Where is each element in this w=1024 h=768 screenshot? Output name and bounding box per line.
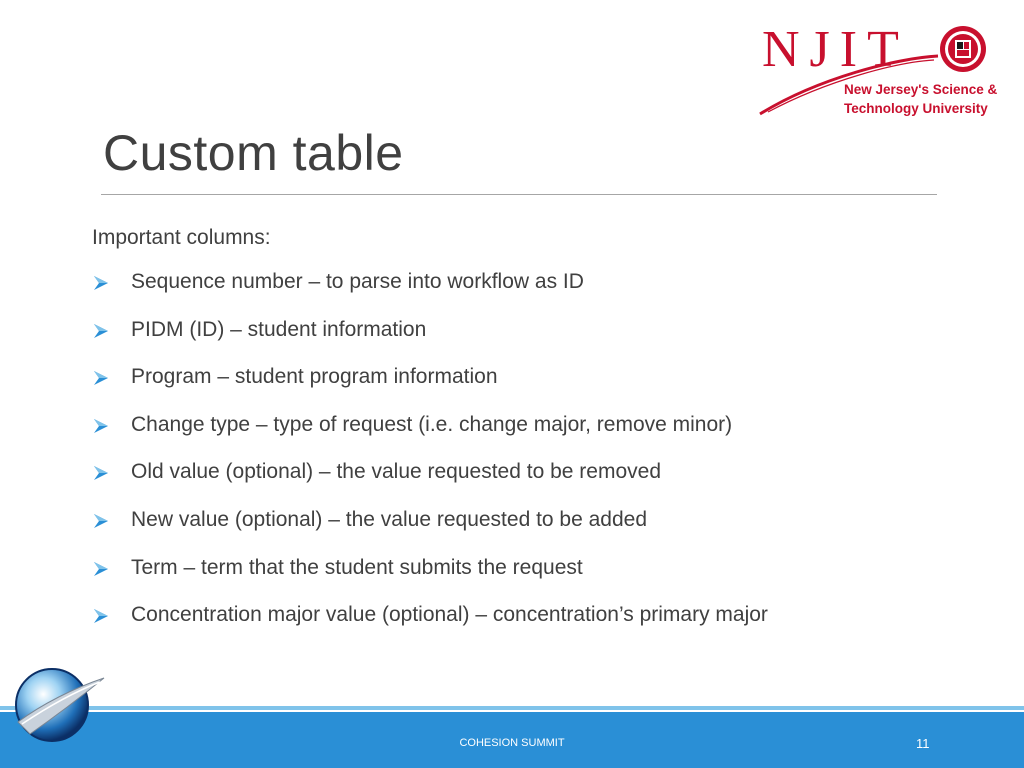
arrow-bullet-icon	[92, 512, 110, 530]
bullet-text: PIDM (ID) – student information	[131, 317, 427, 341]
bullet-text: Change type – type of request (i.e. change major, remove minor)	[131, 412, 733, 436]
bullet-text: Sequence number – to parse into workflow as ID	[131, 270, 584, 293]
arrow-bullet-icon	[92, 369, 110, 387]
globe-logo-icon	[12, 664, 108, 746]
arrow-bullet-icon	[92, 464, 110, 482]
bullet-text: New value (optional) – the value requested to be added	[131, 507, 648, 531]
arrow-bullet-icon	[92, 274, 110, 292]
bullet-text: Old value (optional) – the value requested to be removed	[131, 460, 661, 484]
arrow-bullet-icon	[92, 322, 110, 340]
logo-tagline-line2: Technology University	[844, 101, 988, 116]
bullet-text: Term – term that the student submits the request	[131, 555, 583, 579]
footer-text: COHESION SUMMIT	[459, 737, 565, 749]
intro-text: Important columns:	[92, 226, 271, 249]
footer-accent-line	[0, 706, 1024, 710]
arrow-bullet-icon	[92, 417, 110, 435]
page-number: 11	[916, 736, 930, 751]
arrow-bullet-icon	[92, 560, 110, 578]
title-divider	[101, 194, 937, 195]
svg-text:NJIT: NJIT	[762, 21, 909, 78]
arrow-bullet-icon	[92, 607, 110, 625]
page-title: Custom table	[103, 125, 404, 181]
bullet-text: Concentration major value (optional) – concentration’s primary major	[131, 603, 768, 627]
njit-logo	[758, 18, 998, 128]
logo-tagline-line1: New Jersey's Science &	[844, 82, 998, 97]
bullet-text: Program – student program information	[131, 365, 498, 389]
